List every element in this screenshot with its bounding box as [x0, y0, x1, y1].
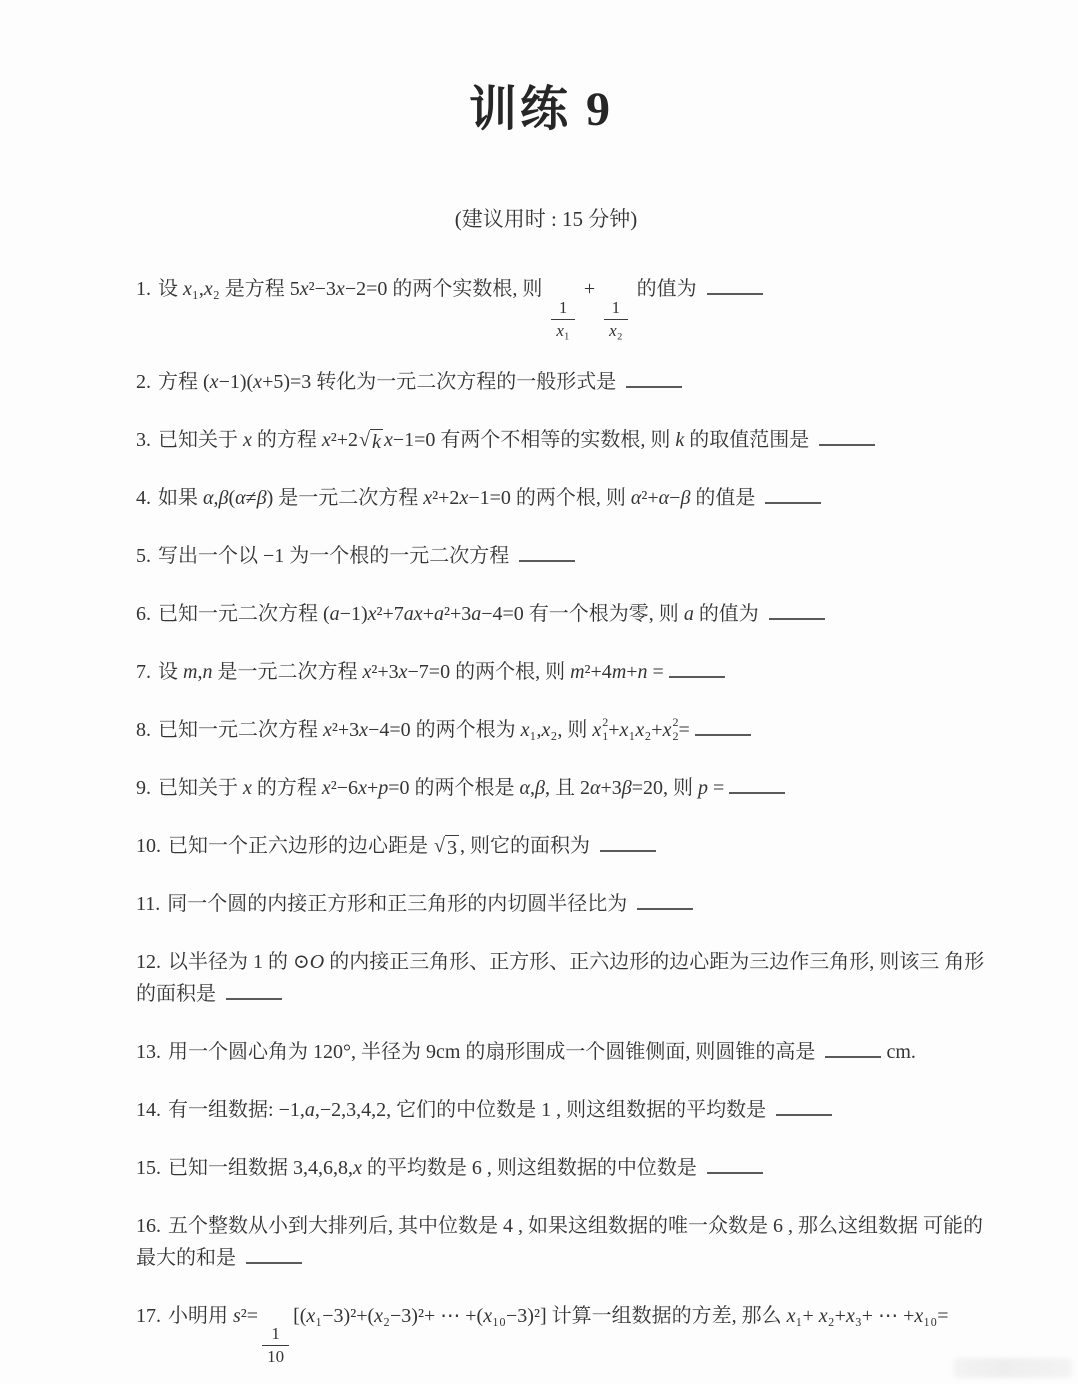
answer-blank [669, 661, 725, 678]
question-number: 15. [136, 1156, 161, 1179]
math-expression: x₁,x₂ [183, 278, 220, 300]
answer-blank [141, 1371, 197, 1384]
question-number: 9. [136, 776, 151, 799]
question-text: 方程 [158, 370, 203, 393]
answer-blank [600, 835, 656, 852]
question-text: 它们的中位数是 1 , 则这组数据的平均数是 [391, 1098, 772, 1121]
fraction: $\frac{1}{\text{x₁}}$ [551, 299, 574, 340]
math-expression: (x−1)(x+5)=3 [203, 370, 312, 393]
question-text: 转化为一元二次方程的一般形式是 [311, 370, 622, 393]
math-expression: 2α+3β=20, [579, 776, 669, 799]
math-expression: (a−1)x²+7ax+a²+3a−4=0 [323, 602, 524, 625]
question-text: 已知一元二次方程 [158, 718, 323, 741]
math-expression: k [675, 428, 685, 451]
question-text: 用一个圆心角为 120°, 半径为 9cm 的扇形围成一个圆锥侧面, 则圆锥的高是 [168, 1040, 821, 1063]
question-text: , 则它的面积为 [459, 834, 595, 857]
question-number: 12. [136, 950, 161, 973]
question-text: 则 [668, 776, 699, 799]
question-11 [136, 888, 986, 920]
question-text: cm. [886, 1040, 916, 1063]
question-8 [136, 714, 986, 746]
question-text: 的两个根为 [410, 718, 521, 741]
question-text: 是一元二次方程 [273, 486, 424, 509]
math-expression: −1 [263, 544, 285, 567]
answer-blank [825, 1041, 881, 1058]
math-expression: m,n [183, 660, 213, 683]
question-text: 已知一元二次方程 [158, 602, 323, 625]
question-text: 以半径为 1 的 [168, 950, 293, 973]
question-3 [136, 424, 986, 456]
answer-blank [519, 545, 575, 562]
question-7 [136, 656, 986, 688]
question-number: 2. [136, 370, 151, 393]
question-text: 的值为 [631, 278, 702, 300]
question-list [136, 273, 986, 1384]
question-text: 有两个不相等的实数根, 则 [435, 428, 676, 451]
answer-blank [729, 777, 785, 794]
question-15 [136, 1152, 986, 1184]
math-expression: ⊙O [293, 950, 325, 973]
answer-blank [819, 429, 875, 446]
question-2 [136, 366, 986, 398]
math-expression: x²+3x−4=0 [323, 718, 411, 741]
question-text: 已知一个正六边形的边心距是 [168, 834, 433, 857]
math-expression: [(x₁−3)²+(x₂−3)²+ ⋯ +(x₁₀−3)²] [293, 1304, 547, 1327]
fraction: $\frac{1}{10}$ [262, 1325, 289, 1366]
question-1 [136, 273, 986, 340]
question-text: 的两个根, 则 [510, 486, 631, 509]
question-number: 11. [136, 892, 161, 915]
question-text: 的取值范围是 [684, 428, 815, 451]
page-title: 训练 9 [468, 83, 613, 136]
math-expression: α,β, [519, 776, 550, 799]
question-text: 的值是 [690, 486, 761, 509]
math-expression: p = [698, 776, 725, 799]
question-text: 写出一个以 [158, 544, 263, 567]
question-16 [136, 1210, 986, 1274]
answer-blank [626, 371, 682, 388]
answer-blank [637, 893, 693, 910]
question-text: 已知一组数据 [168, 1156, 293, 1179]
sub-sup-term: x 2 1 [592, 715, 609, 743]
math-expression: s²= [233, 1304, 259, 1327]
math-expression: x [243, 428, 252, 451]
question-number: 13. [136, 1040, 161, 1063]
question-number: 10. [136, 834, 161, 857]
math-expression: m²+4m+n = [570, 660, 664, 683]
question-text: 计算一组数据的方差, 那么 [546, 1304, 787, 1327]
math-expression: x−1=0 [383, 428, 436, 451]
question-9 [136, 772, 986, 804]
page-subtitle: (建议用时 : 15 分钟) [454, 207, 638, 231]
question-number: 1. [136, 278, 151, 300]
question-text: 的两个根, 则 [450, 660, 571, 683]
math-expression: + [578, 278, 601, 300]
math-expression: α²+α−β [630, 486, 691, 509]
question-text: 有一组数据: [168, 1098, 279, 1121]
question-4 [136, 482, 986, 514]
question-5 [136, 540, 986, 572]
answer-blank [226, 983, 282, 1000]
math-expression: x²+3x−7=0 [362, 660, 451, 683]
math-expression: α,β(α≠β) [203, 486, 274, 509]
question-text: 的方程 [251, 776, 322, 799]
question-text: 的平均数是 6 , 则这组数据的中位数是 [361, 1156, 702, 1179]
question-text: 有一个根为零, 则 [523, 602, 684, 625]
question-number: 3. [136, 428, 151, 451]
answer-blank [695, 719, 751, 736]
question-text: 且 [549, 776, 580, 799]
question-text: 已知关于 [158, 428, 243, 451]
question-number: 7. [136, 660, 151, 683]
math-expression: x [243, 776, 252, 799]
question-number: 14. [136, 1098, 161, 1121]
question-text: 的方程 [251, 428, 322, 451]
question-13 [136, 1036, 986, 1068]
question-12 [136, 946, 986, 1010]
math-expression: +x₁x₂+ [608, 718, 663, 741]
math-expression: a [683, 602, 694, 625]
question-10 [136, 830, 986, 862]
question-text: 则 [562, 718, 593, 741]
question-text: 的两个实数根, 则 [387, 278, 548, 300]
question-text: 设 [158, 278, 183, 300]
math-expression: x²+2 [321, 428, 359, 451]
answer-blank [765, 487, 821, 504]
math-expression: x₁+ x₂+x₃+ ⋯ +x₁₀= [786, 1304, 949, 1327]
sqrt-radical: √ 3 [434, 834, 457, 859]
question-text: 已知关于 [158, 776, 243, 799]
question-text: 是方程 [219, 278, 290, 300]
question-number: 17. [136, 1304, 161, 1327]
math-expression: 3,4,6,8,x [293, 1156, 362, 1179]
answer-blank [707, 1157, 763, 1174]
question-text: 的两个根是 [409, 776, 520, 799]
question-text: 五个整数从小到大排列后, 其中位数是 4 , 如果这组数据的唯一众数是 6 , 那么这组数据 可能的最大的和是 [136, 1214, 983, 1269]
answer-blank [246, 1247, 302, 1264]
math-expression: x²−6x+p=0 [321, 776, 410, 799]
question-number: 5. [136, 544, 151, 567]
question-number: 8. [136, 718, 151, 741]
sub-sup-term: x 2 2 [662, 715, 679, 743]
question-text: 是一元二次方程 [212, 660, 363, 683]
watermark [954, 1358, 1072, 1378]
question-text: 小明用 [168, 1304, 233, 1327]
question-17 [136, 1300, 986, 1384]
question-text: 为一个根的一元二次方程 [284, 544, 515, 567]
answer-blank [769, 603, 825, 620]
fraction: $\frac{1}{\text{x₂}}$ [604, 299, 627, 340]
math-expression: −1,a,−2,3,4,2, [278, 1098, 392, 1121]
answer-blank [707, 278, 763, 295]
question-number: 4. [136, 486, 151, 509]
math-expression: x₁,x₂, [520, 718, 563, 741]
question-6 [136, 598, 986, 630]
question-14 [136, 1094, 986, 1126]
sqrt-radical: √ k [359, 428, 381, 453]
math-expression: x²+2x−1=0 [423, 486, 511, 509]
question-text: 的值为 [693, 602, 764, 625]
question-number: 16. [136, 1214, 161, 1237]
math-expression: 5x²−3x−2=0 [289, 278, 388, 300]
question-text: 设 [158, 660, 183, 683]
question-text: 同一个圆的内接正方形和正三角形的内切圆半径比为 [167, 892, 633, 915]
question-text: 如果 [158, 486, 203, 509]
question-text: 的内接正三角形、正方形、正六边形的边心距为三边作三角形, 则该三 角形的面积是 [136, 950, 985, 1005]
math-expression: = [678, 718, 690, 741]
answer-blank [776, 1099, 832, 1116]
question-number: 6. [136, 602, 151, 625]
